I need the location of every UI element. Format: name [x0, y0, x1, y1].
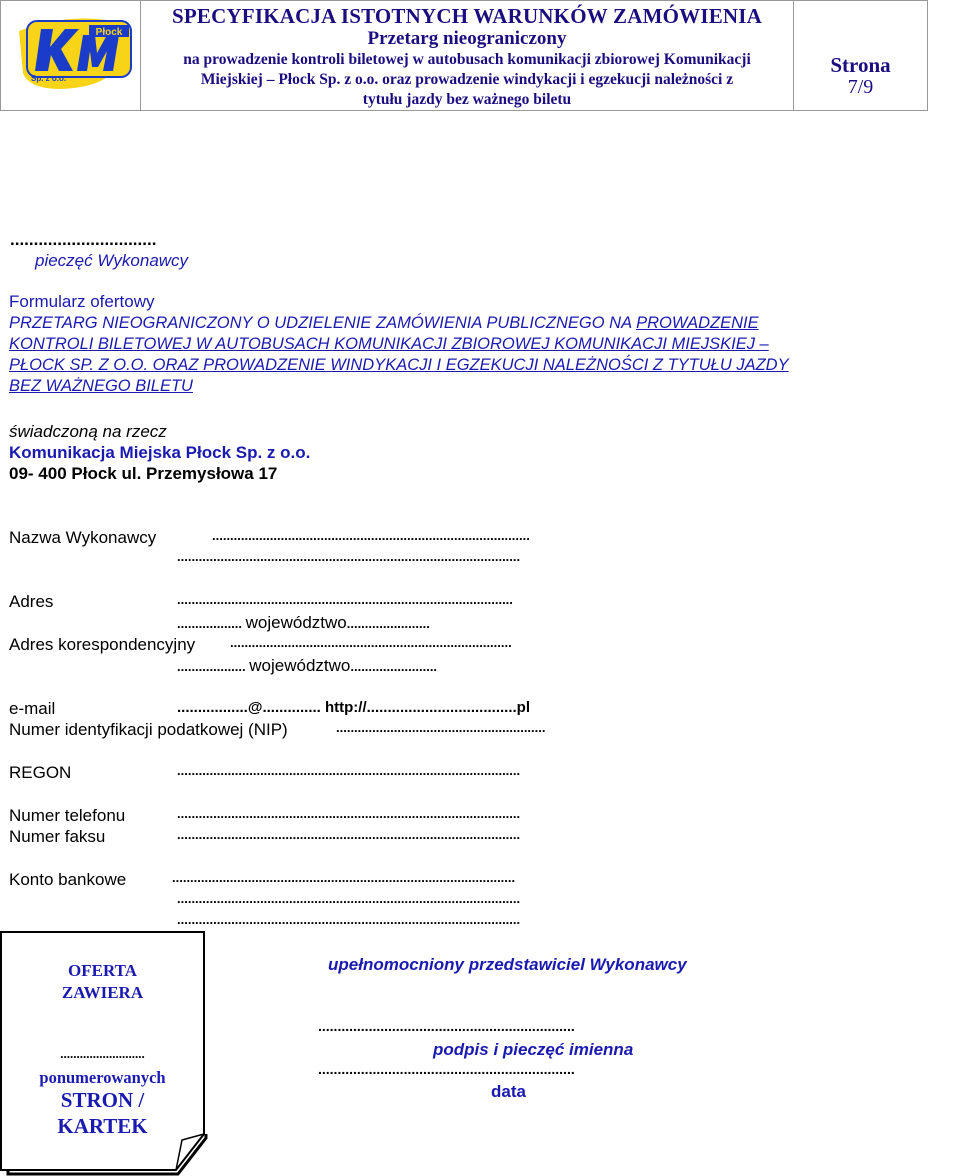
correspondence-line-2 [177, 656, 437, 676]
address-label: Adres [9, 592, 54, 611]
correspondence-dots-1[interactable]: .............................................................................. [230, 635, 512, 650]
offer-page-count-dots[interactable]: .......................... [60, 1046, 145, 1061]
address-dots-2a[interactable]: .................. [177, 616, 246, 631]
subject-line-3: PŁOCK SP. Z O.O. ORAZ PROWADZENIE WINDYKACJI I EGZEKUCJI NALEŻNOŚCI Z TYTUŁU JAZDY [9, 356, 789, 374]
contractor-name-dots-2[interactable]: ............................................................................................... [177, 549, 521, 564]
correspondence-address-label: Adres korespondencyjny [9, 635, 196, 654]
date-label: data [491, 1082, 526, 1101]
offer-line-2: ZAWIERA [61, 983, 144, 1002]
tender-desc-line-3: tytułu jazdy bez ważnego biletu [362, 91, 572, 108]
regon-dots[interactable]: ............................................................................................... [177, 763, 521, 778]
logo-cell [0, 0, 141, 111]
page-label: Strona [830, 53, 891, 77]
address-line-2 [177, 613, 430, 633]
representative-label: upełnomocniony przedstawiciel Wykonawcy [328, 955, 687, 974]
stamp-dots: ............................... [10, 230, 157, 249]
nip-label: Numer identyfikacji podatkowej (NIP) [9, 720, 288, 739]
offer-line-3: ponumerowanych [39, 1068, 166, 1087]
subject-line-2: KONTROLI BILETOWEJ W AUTOBUSACH KOMUNIKACJI ZBIOROWEJ KOMUNIKACJI MIEJSKIEJ – [9, 335, 769, 353]
bank-dots-2[interactable]: ............................................................................................... [177, 891, 521, 906]
phone-dots[interactable]: ............................................................................................... [177, 806, 521, 821]
bank-dots-1[interactable]: ............................................................................................... [172, 870, 516, 885]
form-title: Formularz ofertowy [9, 292, 155, 311]
correspondence-voivodeship-label: województwo [249, 656, 351, 675]
regon-label: REGON [9, 763, 72, 782]
offer-line-5: KARTEK [57, 1114, 148, 1138]
email-label: e-mail [9, 699, 56, 718]
logo-bottom-text: Sp. z o.o. [31, 74, 67, 83]
address-dots-1[interactable]: ............................................................................................. [177, 592, 513, 607]
signature-label: podpis i pieczęć imienna [433, 1040, 634, 1059]
fax-label: Numer faksu [9, 827, 106, 846]
document-header [0, 0, 928, 111]
offer-line-4: STRON / [60, 1088, 145, 1112]
offer-line-1: OFERTA [68, 961, 137, 980]
subject-line-1-underlined: PROWADZENIE [636, 314, 759, 332]
subject-line-1-text: PRZETARG NIEOGRANICZONY O UDZIELENIE ZAMÓWIENIA PUBLICZNEGO NA [9, 314, 637, 332]
correspondence-dots-2b[interactable]: ........................ [350, 659, 438, 674]
stamp-label: pieczęć Wykonawcy [35, 251, 189, 270]
fax-dots[interactable]: ............................................................................................... [177, 827, 521, 842]
address-dots-2b[interactable]: ....................... [346, 616, 430, 631]
offer-contents-box [0, 930, 205, 1170]
client-address: 09- 400 Płock ul. Przemysłowa 17 [9, 464, 278, 483]
voivodeship-label: województwo [245, 613, 347, 632]
date-dots[interactable]: .................................................................. [318, 1061, 575, 1077]
page-cell [793, 0, 928, 111]
contractor-name-dots-1[interactable]: ........................................................................................ [212, 528, 530, 543]
bank-dots-3[interactable]: ............................................................................................... [177, 912, 521, 927]
bank-account-label: Konto bankowe [9, 870, 127, 889]
tender-desc-line-1: na prowadzenie kontroli biletowej w autobusach komunikacji zbiorowej Komunikacji [183, 51, 751, 68]
correspondence-dots-2a[interactable]: ................... [177, 659, 250, 674]
page-number: 7/9 [847, 76, 874, 98]
logo-top-text: Płock [95, 27, 123, 38]
header-title-cell [141, 0, 793, 111]
tender-type: Przetarg nieograniczony [367, 28, 567, 49]
nip-dots[interactable]: .......................................................... [336, 720, 546, 735]
subject-line-1 [9, 314, 759, 333]
km-plock-logo [1, 1, 142, 110]
tender-desc-line-2: Miejskiej – Płock Sp. z o.o. oraz prowadzenie windykacji i egzekucji należności z [200, 71, 734, 88]
signature-dots[interactable]: .................................................................. [318, 1018, 575, 1034]
on-behalf-label: świadczoną na rzecz [9, 422, 167, 441]
email-website-field[interactable]: .................@.............. http://....................................pl [177, 699, 530, 716]
phone-label: Numer telefonu [9, 806, 126, 825]
client-name: Komunikacja Miejska Płock Sp. z o.o. [9, 443, 311, 462]
spec-title: SPECYFIKACJA ISTOTNYCH WARUNKÓW ZAMÓWIENIA [171, 4, 763, 28]
contractor-name-label: Nazwa Wykonawcy [9, 528, 157, 547]
subject-line-4: BEZ WAŻNEGO BILETU [9, 377, 193, 395]
